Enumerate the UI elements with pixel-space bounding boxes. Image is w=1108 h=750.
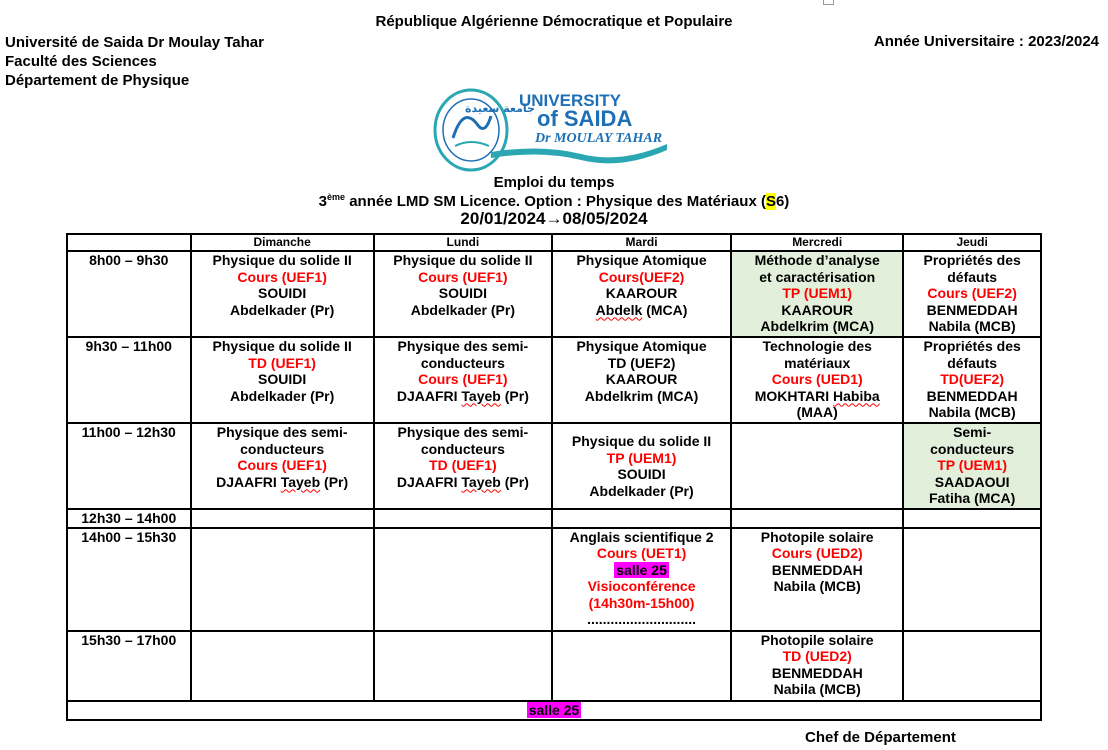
footer-row	[67, 701, 1041, 720]
cell-r1-mardi: Physique Atomique Cours(UEF2) KAAROUR Abdelk (MCA)	[552, 251, 731, 337]
slot-row-5	[67, 528, 1041, 631]
cell-r6-dimanche	[191, 631, 374, 701]
schedule-dates: 20/01/2024→08/05/2024	[460, 209, 648, 228]
cell-r3-mardi: Physique du solide II TP (UEM1) SOUIDI Abdelkader (Pr)	[552, 423, 731, 509]
cell-r4-mercredi	[731, 509, 903, 528]
slot-time-6: 15h30 – 17h00	[67, 631, 191, 701]
cell-r3-mercredi	[731, 423, 903, 509]
day-mercredi: Mercredi	[731, 234, 903, 251]
cell-r2-dimanche: Physique du solide II TD (UEF1) SOUIDI Abdelkader (Pr)	[191, 337, 374, 423]
cell-r6-lundi	[374, 631, 552, 701]
cell-r5-dimanche	[191, 528, 374, 631]
slot-time-5: 14h00 – 15h30	[67, 528, 191, 631]
timetable	[66, 233, 1042, 721]
slot-time-2: 9h30 – 11h00	[67, 337, 191, 423]
slot-row-2	[67, 337, 1041, 423]
cell-r5-mardi: Anglais scientifique 2 Cours (UET1) salle 25 Visioconférence (14h30m-15h00) ............................	[552, 528, 731, 631]
cell-r1-jeudi: Propriétés des défauts Cours (UEF2) BENMEDDAH Nabila (MCB)	[903, 251, 1041, 337]
cell-r1-dimanche: Physique du solide II Cours (UEF1) SOUIDI Abdelkader (Pr)	[191, 251, 374, 337]
schedule-title: Emploi du temps	[493, 174, 615, 191]
cell-r5-mercredi: Photopile solaire Cours (UED2) BENMEDDAH Nabila (MCB)	[731, 528, 903, 631]
cell-r2-jeudi: Propriétés des défauts TD(UEF2) BENMEDDAH Nabila (MCB)	[903, 337, 1041, 423]
header-row	[67, 234, 1041, 251]
day-lundi: Lundi	[374, 234, 552, 251]
slot-row-1	[67, 251, 1041, 337]
day-dimanche: Dimanche	[191, 234, 374, 251]
cell-r4-jeudi	[903, 509, 1041, 528]
slot-row-3	[67, 423, 1041, 509]
university-logo	[431, 86, 671, 172]
logo-line3: Dr MOULAY TAHAR	[535, 131, 663, 146]
footer-room-cell	[67, 701, 1041, 720]
logo-line1: UNIVERSITY	[519, 91, 622, 110]
footer-room-badge: salle 25	[528, 701, 580, 718]
slot-time-1: 8h00 – 9h30	[67, 251, 191, 337]
corner-cell	[67, 234, 191, 251]
room-badge: salle 25	[616, 561, 667, 578]
logo-line2: of SAIDA	[537, 106, 633, 131]
cell-r6-mercredi: Photopile solaire TD (UED2) BENMEDDAH Nabila (MCB)	[731, 631, 903, 701]
cell-r2-mardi: Physique Atomique TD (UEF2) KAAROUR Abdelkrim (MCA)	[552, 337, 731, 423]
cell-r1-mercredi: Méthode d’analyse et caractérisation TP (UEM1) KAAROUR Abdelkrim (MCA)	[731, 251, 903, 337]
signature-label: Chef de Département	[805, 729, 956, 746]
cell-r4-lundi	[374, 509, 552, 528]
day-jeudi: Jeudi	[903, 234, 1041, 251]
faculty-name: Faculté des Sciences	[5, 53, 157, 70]
slot-row-6	[67, 631, 1041, 701]
cell-r5-lundi	[374, 528, 552, 631]
slot-row-4	[67, 509, 1041, 528]
logo-arabic: جامعة سعيدة	[465, 102, 535, 115]
cell-r6-jeudi	[903, 631, 1041, 701]
slot-time-3: 11h00 – 12h30	[67, 423, 191, 509]
department-name: Département de Physique	[5, 72, 190, 89]
cell-r3-jeudi: Semi- conducteurs TP (UEM1) SAADAOUI Fatiha (MCA)	[903, 423, 1041, 509]
page-corner-marker	[823, 0, 834, 5]
university-name: Université de Saida Dr Moulay Tahar	[5, 34, 264, 51]
cell-r2-lundi: Physique des semi- conducteurs Cours (UEF1) DJAAFRI Tayeb (Pr)	[374, 337, 552, 423]
country-name: République Algérienne Démocratique et Populaire	[375, 13, 733, 30]
academic-year: Année Universitaire : 2023/2024	[873, 33, 1099, 50]
cell-r4-mardi	[552, 509, 731, 528]
cell-r6-mardi	[552, 631, 731, 701]
cell-r3-lundi: Physique des semi- conducteurs TD (UEF1) DJAAFRI Tayeb (Pr)	[374, 423, 552, 509]
cell-r1-lundi: Physique du solide II Cours (UEF1) SOUIDI Abdelkader (Pr)	[374, 251, 552, 337]
slot-time-4: 12h30 – 14h00	[67, 509, 191, 528]
schedule-subtitle: 3ème année LMD SM Licence. Option : Physique des Matériaux (S6)	[318, 192, 790, 210]
cell-r4-dimanche	[191, 509, 374, 528]
day-mardi: Mardi	[552, 234, 731, 251]
cell-r3-dimanche: Physique des semi- conducteurs Cours (UEF1) DJAAFRI Tayeb (Pr)	[191, 423, 374, 509]
cell-r2-mercredi: Technologie des matériaux Cours (UED1) MOKHTARI Habiba (MAA)	[731, 337, 903, 423]
cell-r5-jeudi	[903, 528, 1041, 631]
